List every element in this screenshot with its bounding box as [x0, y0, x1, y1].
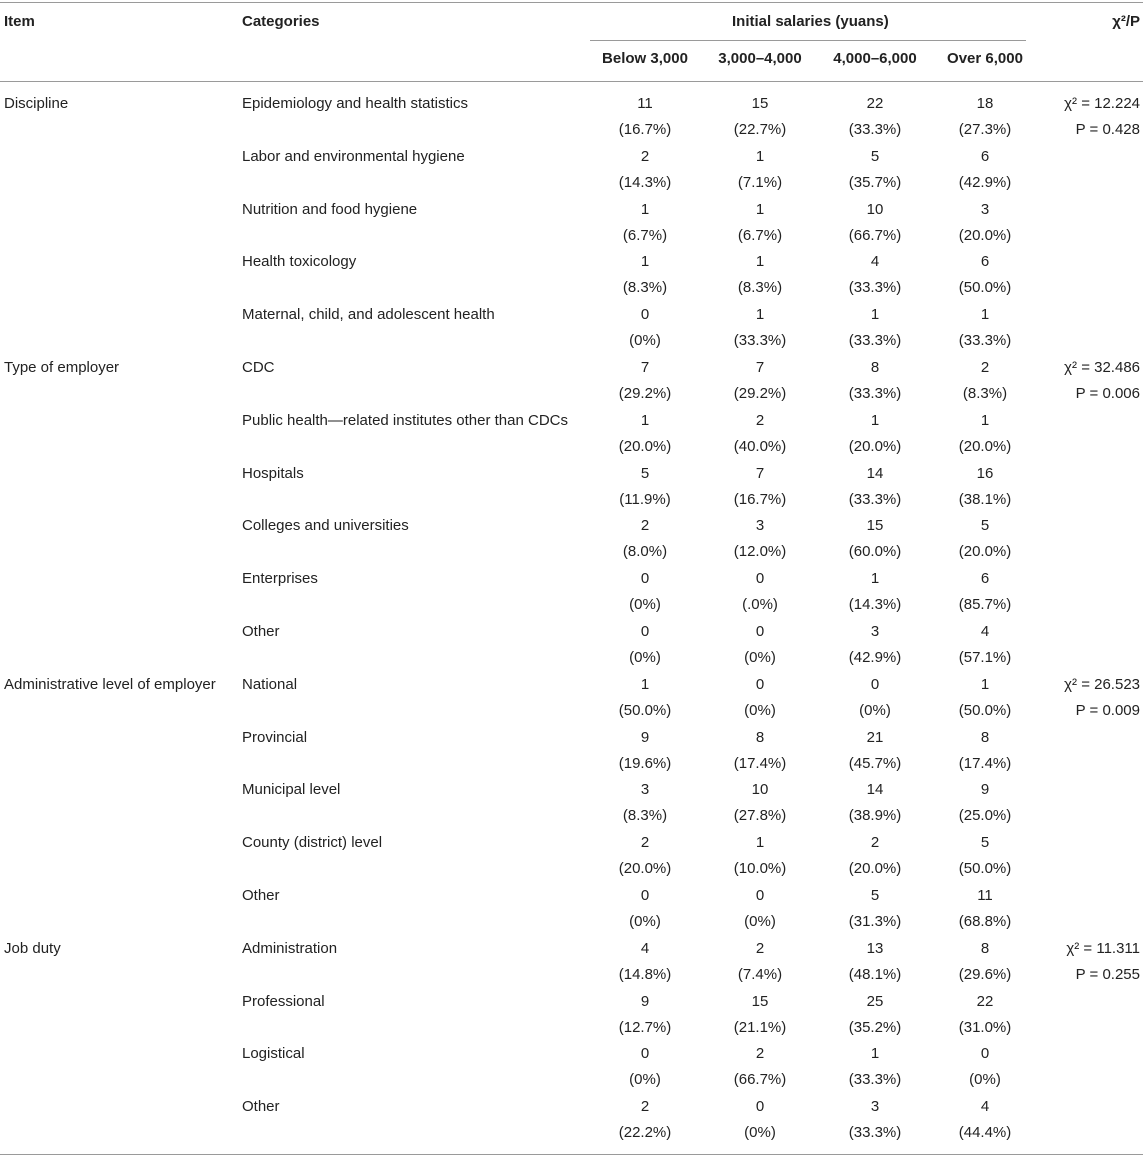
count-cell: 2 — [640, 834, 650, 852]
count-cell: 10 — [866, 200, 884, 218]
category-label: County (district) level — [242, 834, 383, 852]
category-label: Colleges and universities — [242, 517, 409, 535]
percent-cell: (22.2%) — [618, 1124, 672, 1142]
percent-cell: (50.0%) — [958, 701, 1012, 719]
percent-cell: (0%) — [629, 1071, 661, 1089]
count-cell: 6 — [980, 570, 990, 588]
count-cell: 18 — [976, 95, 994, 112]
percent-cell: (0%) — [969, 1071, 1001, 1089]
count-cell: 1 — [980, 411, 990, 429]
category-label: Municipal level — [242, 781, 341, 799]
count-cell: 1 — [870, 306, 880, 324]
percent-cell: (44.4%) — [958, 1124, 1012, 1142]
count-cell: 8 — [870, 359, 880, 376]
percent-cell: (20.0%) — [958, 226, 1012, 244]
percent-cell: (8.3%) — [737, 279, 783, 297]
percent-cell: (27.8%) — [733, 807, 787, 825]
category-label: Administration — [242, 939, 338, 957]
count-cell: 1 — [980, 675, 990, 693]
percent-cell: (27.3%) — [958, 121, 1012, 138]
percent-cell: (22.7%) — [733, 121, 787, 138]
count-cell: 8 — [980, 939, 990, 957]
count-cell: 2 — [755, 411, 765, 429]
category-label: National — [242, 675, 298, 693]
category-label: Provincial — [242, 728, 308, 746]
percent-cell: (50.0%) — [958, 860, 1012, 878]
percent-cell: (6.7%) — [737, 226, 783, 244]
count-cell: 1 — [755, 306, 765, 324]
percent-cell: (0%) — [744, 649, 776, 666]
count-cell: 21 — [866, 728, 884, 746]
percent-cell: (33.3%) — [733, 332, 787, 350]
percent-cell: (33.3%) — [848, 279, 902, 297]
percent-cell: (19.6%) — [618, 754, 672, 772]
percent-cell: (29.2%) — [733, 385, 787, 402]
percent-cell: (50.0%) — [618, 701, 672, 719]
header-bottom-rule — [0, 81, 1143, 82]
count-cell: 1 — [980, 306, 990, 324]
count-cell: 14 — [866, 781, 884, 799]
count-cell: 4 — [980, 623, 990, 640]
category-label: Health toxicology — [242, 253, 357, 271]
category-label: Logistical — [242, 1045, 305, 1063]
category-label: Other — [242, 887, 280, 904]
subheader-salary-band: Over 6,000 — [947, 50, 1023, 67]
percent-cell: (25.0%) — [958, 807, 1012, 825]
header-categories: Categories — [242, 13, 320, 30]
count-cell: 7 — [755, 359, 765, 376]
percent-cell: (16.7%) — [733, 490, 787, 508]
percent-cell: (33.3%) — [848, 1124, 902, 1142]
count-cell: 0 — [640, 623, 650, 640]
category-label: CDC — [242, 359, 275, 376]
category-label: Professional — [242, 992, 325, 1010]
percent-cell: (42.9%) — [848, 649, 902, 666]
count-cell: 0 — [755, 623, 765, 640]
count-cell: 14 — [866, 464, 884, 482]
count-cell: 3 — [755, 517, 765, 535]
percent-cell: (33.3%) — [958, 332, 1012, 350]
percent-cell: (57.1%) — [958, 649, 1012, 666]
count-cell: 25 — [866, 992, 884, 1010]
subheader-salary-band: 3,000–4,000 — [718, 50, 802, 67]
count-cell: 8 — [755, 728, 765, 746]
percent-cell: (0%) — [629, 913, 661, 930]
count-cell: 1 — [755, 200, 765, 218]
count-cell: 0 — [640, 570, 650, 588]
p-value: P = 0.255 — [1075, 965, 1140, 983]
percent-cell: (33.3%) — [848, 121, 902, 138]
percent-cell: (8.3%) — [622, 279, 668, 297]
count-cell: 0 — [640, 306, 650, 324]
percent-cell: (33.3%) — [848, 1071, 902, 1089]
count-cell: 2 — [640, 1098, 650, 1116]
count-cell: 1 — [870, 411, 880, 429]
percent-cell: (38.9%) — [848, 807, 902, 825]
count-cell: 1 — [755, 834, 765, 852]
count-cell: 1 — [640, 411, 650, 429]
percent-cell: (20.0%) — [848, 860, 902, 878]
p-value: P = 0.006 — [1075, 385, 1140, 402]
count-cell: 15 — [751, 992, 769, 1010]
percent-cell: (14.8%) — [618, 965, 672, 983]
p-value: P = 0.009 — [1075, 701, 1140, 719]
percent-cell: (0%) — [859, 701, 891, 719]
count-cell: 5 — [640, 464, 650, 482]
category-label: Hospitals — [242, 464, 304, 482]
group-item-label: Administrative level of employer — [4, 675, 216, 693]
percent-cell: (66.7%) — [733, 1071, 787, 1089]
count-cell: 10 — [751, 781, 769, 799]
count-cell: 15 — [751, 95, 769, 112]
count-cell: 2 — [755, 939, 765, 957]
count-cell: 4 — [640, 939, 650, 957]
percent-cell: (35.7%) — [848, 173, 902, 191]
category-label: Other — [242, 1098, 280, 1116]
percent-cell: (31.0%) — [958, 1018, 1012, 1036]
header-item: Item — [4, 13, 35, 30]
percent-cell: (10.0%) — [733, 860, 787, 878]
group-item-label: Type of employer — [4, 359, 120, 376]
percent-cell: (7.4%) — [737, 965, 783, 983]
group-item-label: Discipline — [4, 95, 69, 112]
count-cell: 13 — [866, 939, 884, 957]
group-item-label: Job duty — [4, 939, 61, 957]
percent-cell: (85.7%) — [958, 596, 1012, 614]
count-cell: 16 — [976, 464, 994, 482]
category-label: Labor and environmental hygiene — [242, 147, 465, 165]
category-label: Public health—related institutes other than CDCs — [242, 411, 569, 429]
count-cell: 0 — [640, 1045, 650, 1063]
count-cell: 0 — [980, 1045, 990, 1063]
count-cell: 22 — [976, 992, 994, 1010]
count-cell: 7 — [755, 464, 765, 482]
percent-cell: (8.0%) — [622, 543, 668, 561]
count-cell: 0 — [755, 1098, 765, 1116]
count-cell: 9 — [640, 992, 650, 1010]
percent-cell: (14.3%) — [618, 173, 672, 191]
count-cell: 2 — [640, 147, 650, 165]
count-cell: 8 — [980, 728, 990, 746]
count-cell: 6 — [980, 253, 990, 271]
header-salary-group: Initial salaries (yuans) — [732, 13, 889, 30]
percent-cell: (20.0%) — [618, 437, 672, 455]
percent-cell: (29.2%) — [618, 385, 672, 402]
subheader-salary-band: Below 3,000 — [602, 50, 688, 67]
percent-cell: (0%) — [629, 649, 661, 666]
count-cell: 9 — [980, 781, 990, 799]
percent-cell: (12.0%) — [733, 543, 787, 561]
percent-cell: (38.1%) — [958, 490, 1012, 508]
count-cell: 1 — [640, 253, 650, 271]
count-cell: 5 — [870, 147, 880, 165]
count-cell: 0 — [870, 675, 880, 693]
percent-cell: (40.0%) — [733, 437, 787, 455]
category-label: Enterprises — [242, 570, 318, 588]
count-cell: 4 — [980, 1098, 990, 1116]
percent-cell: (50.0%) — [958, 279, 1012, 297]
percent-cell: (31.3%) — [848, 913, 902, 930]
group-header-rule — [590, 40, 1026, 41]
count-cell: 7 — [640, 359, 650, 376]
count-cell: 1 — [640, 675, 650, 693]
count-cell: 1 — [870, 570, 880, 588]
count-cell: 5 — [980, 834, 990, 852]
percent-cell: (.0%) — [742, 596, 778, 614]
count-cell: 0 — [640, 887, 650, 904]
count-cell: 1 — [870, 1045, 880, 1063]
count-cell: 1 — [755, 253, 765, 271]
percent-cell: (33.3%) — [848, 332, 902, 350]
percent-cell: (0%) — [744, 701, 776, 719]
percent-cell: (68.8%) — [958, 913, 1012, 930]
percent-cell: (20.0%) — [958, 543, 1012, 561]
bottom-rule — [0, 1154, 1143, 1155]
count-cell: 1 — [755, 147, 765, 165]
percent-cell: (0%) — [744, 913, 776, 930]
count-cell: 11 — [637, 95, 653, 112]
percent-cell: (8.3%) — [622, 807, 668, 825]
percent-cell: (29.6%) — [958, 965, 1012, 983]
count-cell: 2 — [870, 834, 880, 852]
percent-cell: (21.1%) — [733, 1018, 787, 1036]
percent-cell: (6.7%) — [622, 226, 668, 244]
percent-cell: (42.9%) — [958, 173, 1012, 191]
count-cell: 6 — [980, 147, 990, 165]
count-cell: 15 — [866, 517, 884, 535]
percent-cell: (20.0%) — [618, 860, 672, 878]
percent-cell: (11.9%) — [619, 490, 671, 508]
percent-cell: (20.0%) — [958, 437, 1012, 455]
count-cell: 2 — [640, 517, 650, 535]
count-cell: 2 — [980, 359, 990, 376]
category-label: Maternal, child, and adolescent health — [242, 306, 495, 324]
percent-cell: (60.0%) — [848, 543, 902, 561]
percent-cell: (17.4%) — [958, 754, 1012, 772]
count-cell: 2 — [755, 1045, 765, 1063]
chi-square-value: χ² = 12.224 — [1064, 95, 1140, 112]
count-cell: 0 — [755, 887, 765, 904]
category-label: Epidemiology and health statistics — [242, 95, 468, 112]
top-rule — [0, 2, 1143, 3]
count-cell: 0 — [755, 675, 765, 693]
percent-cell: (0%) — [744, 1124, 776, 1142]
count-cell: 5 — [870, 887, 880, 904]
percent-cell: (8.3%) — [962, 385, 1008, 402]
percent-cell: (45.7%) — [848, 754, 902, 772]
p-value: P = 0.428 — [1075, 121, 1140, 138]
count-cell: 4 — [870, 253, 880, 271]
chi-square-value: χ² = 11.311 — [1066, 939, 1140, 957]
count-cell: 3 — [870, 623, 880, 640]
percent-cell: (20.0%) — [848, 437, 902, 455]
percent-cell: (33.3%) — [848, 385, 902, 402]
percent-cell: (12.7%) — [618, 1018, 672, 1036]
count-cell: 3 — [870, 1098, 880, 1116]
chi-square-value: χ² = 26.523 — [1064, 675, 1140, 693]
subheader-salary-band: 4,000–6,000 — [833, 50, 917, 67]
percent-cell: (16.7%) — [618, 121, 672, 138]
count-cell: 22 — [866, 95, 884, 112]
category-label: Other — [242, 623, 280, 640]
count-cell: 0 — [755, 570, 765, 588]
count-cell: 5 — [980, 517, 990, 535]
percent-cell: (66.7%) — [848, 226, 902, 244]
count-cell: 11 — [977, 887, 993, 904]
percent-cell: (17.4%) — [733, 754, 787, 772]
percent-cell: (0%) — [629, 332, 661, 350]
percent-cell: (0%) — [629, 596, 661, 614]
percent-cell: (14.3%) — [848, 596, 902, 614]
percent-cell: (7.1%) — [737, 173, 783, 191]
count-cell: 1 — [640, 200, 650, 218]
category-label: Nutrition and food hygiene — [242, 200, 418, 218]
count-cell: 3 — [980, 200, 990, 218]
percent-cell: (33.3%) — [848, 490, 902, 508]
percent-cell: (35.2%) — [848, 1018, 902, 1036]
chi-square-value: χ² = 32.486 — [1064, 359, 1140, 376]
count-cell: 9 — [640, 728, 650, 746]
percent-cell: (48.1%) — [848, 965, 902, 983]
count-cell: 3 — [640, 781, 650, 799]
header-chi-square: χ²/P — [1112, 13, 1140, 30]
